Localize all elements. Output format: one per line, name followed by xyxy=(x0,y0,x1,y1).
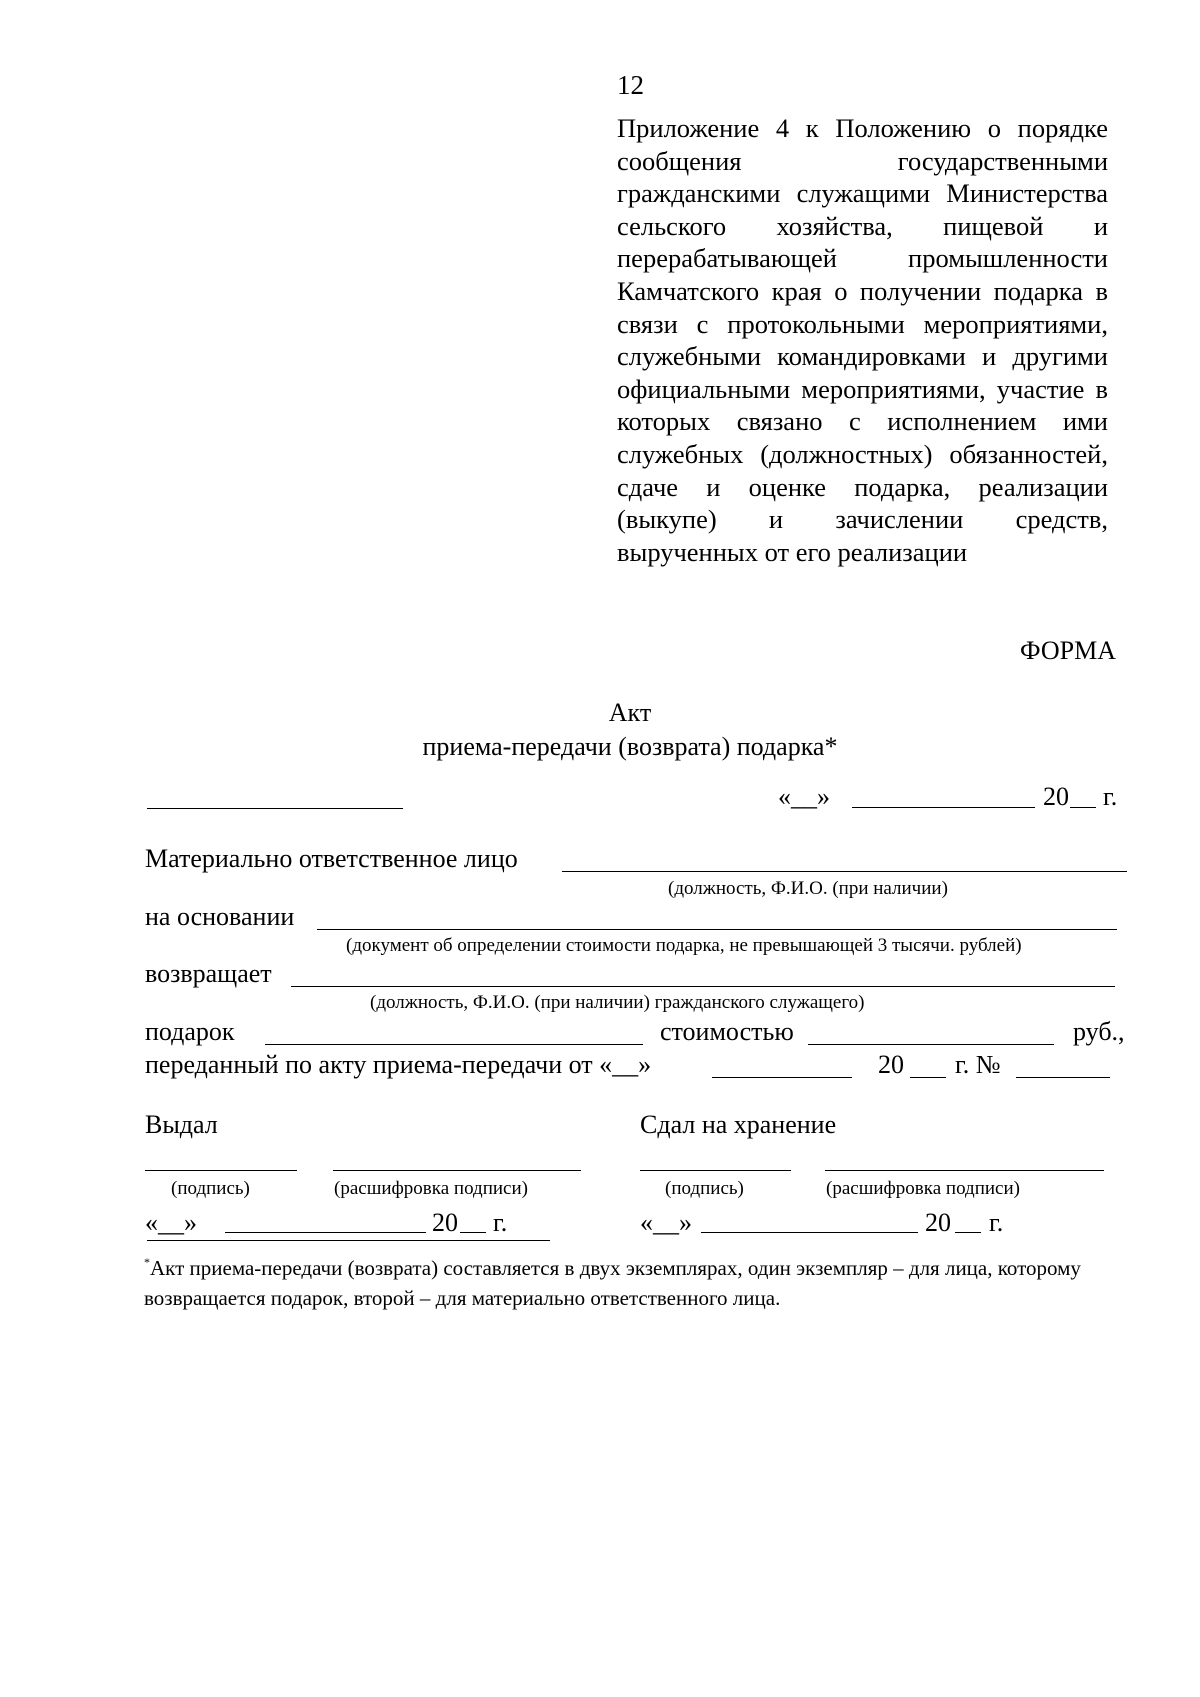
footnote xyxy=(144,1247,1124,1313)
issued-year-suffix: г. xyxy=(493,1208,508,1237)
footnote-separator xyxy=(147,1240,550,1241)
date-year-blank[interactable] xyxy=(1070,807,1096,808)
issued-decode-blank[interactable] xyxy=(333,1170,581,1171)
issued-label: Выдал xyxy=(145,1110,218,1139)
transfer-year-blank[interactable] xyxy=(910,1077,946,1078)
returns-caption: (должность, Ф.И.О. (при наличии) гражданского служащего) xyxy=(370,992,865,1013)
stored-year-suffix: г. xyxy=(989,1208,1004,1237)
basis-blank[interactable] xyxy=(317,929,1117,930)
act-title: Акт xyxy=(608,698,652,727)
cost-label: стоимостью xyxy=(660,1017,794,1046)
date-month-blank[interactable] xyxy=(852,807,1035,808)
stored-signature-caption: (подпись) xyxy=(665,1178,744,1199)
transfer-month-blank[interactable] xyxy=(712,1077,852,1078)
issued-year-prefix: 20 xyxy=(432,1208,458,1237)
returns-blank[interactable] xyxy=(291,986,1115,987)
stored-signature-blank[interactable] xyxy=(640,1170,791,1171)
date-year-prefix: 20 xyxy=(1043,782,1069,811)
stored-decode-blank[interactable] xyxy=(825,1170,1104,1171)
currency-label: руб., xyxy=(1073,1017,1125,1046)
transfer-number-label: г. № xyxy=(955,1050,1001,1079)
issued-date-day: «__» xyxy=(145,1208,197,1237)
stored-decode-caption: (расшифровка подписи) xyxy=(826,1178,1020,1199)
transfer-label: переданный по акту приема-передачи от «__» xyxy=(145,1050,652,1079)
resp-person-label: Материально ответственное лицо xyxy=(145,844,518,873)
basis-label: на основании xyxy=(145,902,295,931)
resp-person-caption: (должность, Ф.И.О. (при наличии) xyxy=(668,878,948,899)
issued-year-blank[interactable] xyxy=(460,1232,486,1233)
footnote-text: Акт приема-передачи (возврата) составляется в двух экземплярах, один экземпляр – для лица, которому возвращается подарок, второй – для материально ответственного лица. xyxy=(144,1256,1081,1310)
transfer-year-prefix: 20 xyxy=(878,1050,904,1079)
basis-caption: (документ об определении стоимости подарка, не превышающей 3 тысячи. рублей) xyxy=(346,935,1022,956)
resp-person-blank[interactable] xyxy=(562,871,1127,872)
stored-year-prefix: 20 xyxy=(925,1208,951,1237)
stored-label: Сдал на хранение xyxy=(640,1110,837,1139)
page-number: 12 xyxy=(617,70,644,100)
stored-date-blank[interactable] xyxy=(701,1232,918,1233)
form-label: ФОРМА xyxy=(1020,636,1116,665)
footnote-mark: * xyxy=(144,1255,150,1269)
cost-blank[interactable] xyxy=(808,1044,1054,1045)
issued-date-blank[interactable] xyxy=(225,1232,426,1233)
returns-label: возвращает xyxy=(145,959,272,988)
gift-label: подарок xyxy=(145,1017,235,1046)
stored-year-blank[interactable] xyxy=(955,1232,981,1233)
date-year-suffix: г. xyxy=(1103,782,1118,811)
act-subtitle: приема-передачи (возврата) подарка* xyxy=(422,732,838,761)
issued-decode-caption: (расшифровка подписи) xyxy=(334,1178,528,1199)
date-day: «__» xyxy=(778,782,830,811)
transfer-number-blank[interactable] xyxy=(1016,1077,1110,1078)
stored-date-day: «__» xyxy=(640,1208,692,1237)
place-blank[interactable] xyxy=(147,808,403,809)
issued-signature-blank[interactable] xyxy=(145,1170,297,1171)
gift-blank[interactable] xyxy=(265,1044,643,1045)
issued-signature-caption: (подпись) xyxy=(171,1178,250,1199)
annex-reference: Приложение 4 к Положению о порядке сообщения государственными гражданскими служащими Министерства сельского хозяйства, пищевой и перерабатывающей промышленности Камчатского края о получении подарка в связи с протокольными мероприятиями, служебными командировками и другими официальными мероприятиями, участие в которых связано с исполнением ими служебных (должностных) обязанностей, сдаче и оценке подарка, реализации (выкупе) и зачислении средств, вырученных от его реализации xyxy=(617,113,1108,567)
